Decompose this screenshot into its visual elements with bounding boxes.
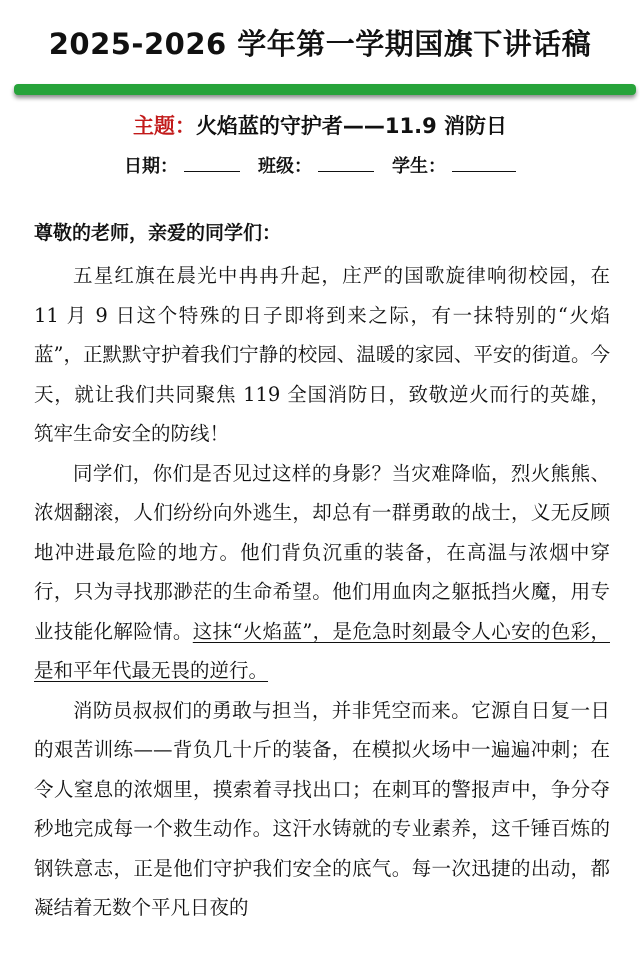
student-label: 学生： [392, 156, 446, 177]
paragraph-2-underlined: 这抹“火焰蓝”，是危急时刻最令人心安的色彩，是和平年代最无畏的逆行。 [34, 619, 610, 682]
date-blank [184, 157, 240, 172]
class-blank [318, 157, 374, 172]
class-label: 班级： [258, 156, 312, 177]
theme-line [0, 110, 640, 140]
paragraph-1: 五星红旗在晨光中冉冉升起，庄严的国歌旋律响彻校园，在 11 月 9 日这个特殊的日子即将到来之际，有一抹特别的“火焰蓝”，正默默守护着我们宁静的校园、温暖的家园、平安的街道。今天，就让我们共同聚焦 119 全国消防日，致敬逆火而行的英雄，筑牢生命安全的防线！ [34, 264, 610, 445]
greeting: 尊敬的老师，亲爱的同学们： [34, 222, 282, 244]
speech-body [34, 256, 610, 928]
student-blank [452, 157, 516, 172]
page-title: 2025-2026 学年第一学期国旗下讲话稿 [48, 27, 592, 61]
theme-text: 火焰蓝的守护者——11.9 消防日 [195, 114, 508, 138]
theme-label: 主题： [132, 113, 196, 138]
info-line [0, 152, 640, 178]
header-divider-bar [14, 84, 636, 95]
date-label: 日期： [124, 156, 178, 177]
paragraph-3: 消防员叔叔们的勇敢与担当，并非凭空而来。它源自日复一日的艰苦训练——背负几十斤的装备，在模拟火场中一遍遍冲刺；在令人窒息的浓烟里，摸索着寻找出口；在刺耳的警报声中，争分夺秒地完成每一个救生动作。这汗水铸就的专业素养，这千锤百炼的钢铁意志，正是他们守护我们安全的底气。每一次迅捷的出动，都凝结着无数个平凡日夜的 [34, 698, 610, 919]
paragraph-2 [34, 454, 610, 691]
paragraph-2-text: 同学们，你们是否见过这样的身影？当灾难降临，烈火熊熊、浓烟翻滚，人们纷纷向外逃生，却总有一群勇敢的战士，义无反顾地冲进最危险的地方。他们背负沉重的装备，在高温与浓烟中穿行，只为寻找那渺茫的生命希望。他们用血肉之躯抵挡火魔，用专业技能化解险情。 [34, 461, 610, 643]
